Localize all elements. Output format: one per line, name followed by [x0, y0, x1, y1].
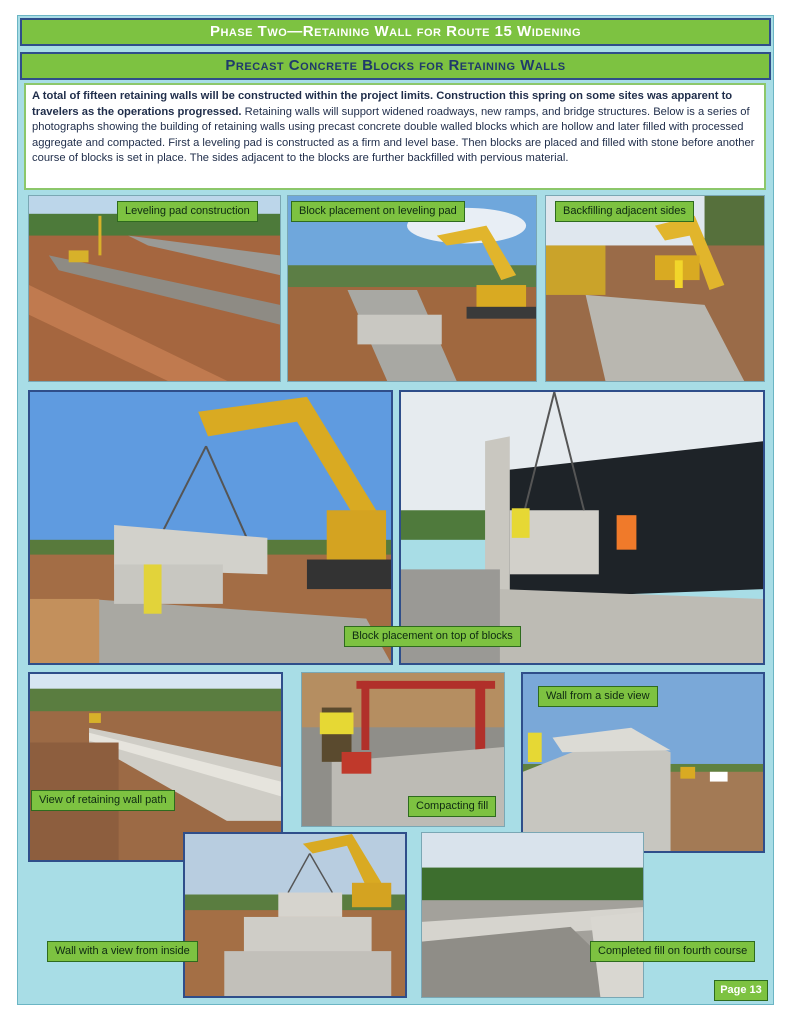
caption-block-placement-pad: Block placement on leveling pad [291, 201, 465, 222]
section-title: Precast Concrete Blocks for Retaining Walls [20, 52, 771, 80]
intro-body-text: Retaining walls will support widened roadways, new ramps, and bridge structures. Below is a series of photographs showing the building of retaining walls using precast concrete double walled blocks which are hollow and later filled with processed aggregate and compacted. First a leveling pad is constructed as a firm and level base. Then blocks are placed and filled with stone before another course of blocks is set in place. The sides adjacent to the blocks are further backfilled with pervious material. [32, 105, 755, 165]
page-title: Phase Two—Retaining Wall for Route 15 Widening [20, 18, 771, 46]
caption-side-view: Wall from a side view [538, 686, 658, 707]
photo-crane-lifting-block [28, 390, 393, 665]
caption-backfilling: Backfilling adjacent sides [555, 201, 694, 222]
photo-inside-view [183, 832, 407, 998]
photo-block-on-blocks [399, 390, 765, 665]
caption-wall-path: View of retaining wall path [31, 790, 175, 811]
photo-leveling-pad [28, 195, 281, 382]
photo-completed-fill [421, 832, 644, 998]
caption-block-on-blocks: Block placement on top of blocks [344, 626, 521, 647]
intro-text-box [24, 83, 766, 190]
photo-block-placement-pad [287, 195, 537, 382]
caption-completed-fill: Completed fill on fourth course [590, 941, 755, 962]
caption-compacting: Compacting fill [408, 796, 496, 817]
caption-inside-view: Wall with a view from inside [47, 941, 198, 962]
photo-backfilling [545, 195, 765, 382]
caption-leveling-pad: Leveling pad construction [117, 201, 258, 222]
intro-bold-text: A total of fifteen retaining walls will be constructed within the project limits. Construction this spring on some sites was apparent to travelers as the operations progressed. [32, 90, 733, 118]
page-number: Page 13 [714, 980, 768, 1001]
